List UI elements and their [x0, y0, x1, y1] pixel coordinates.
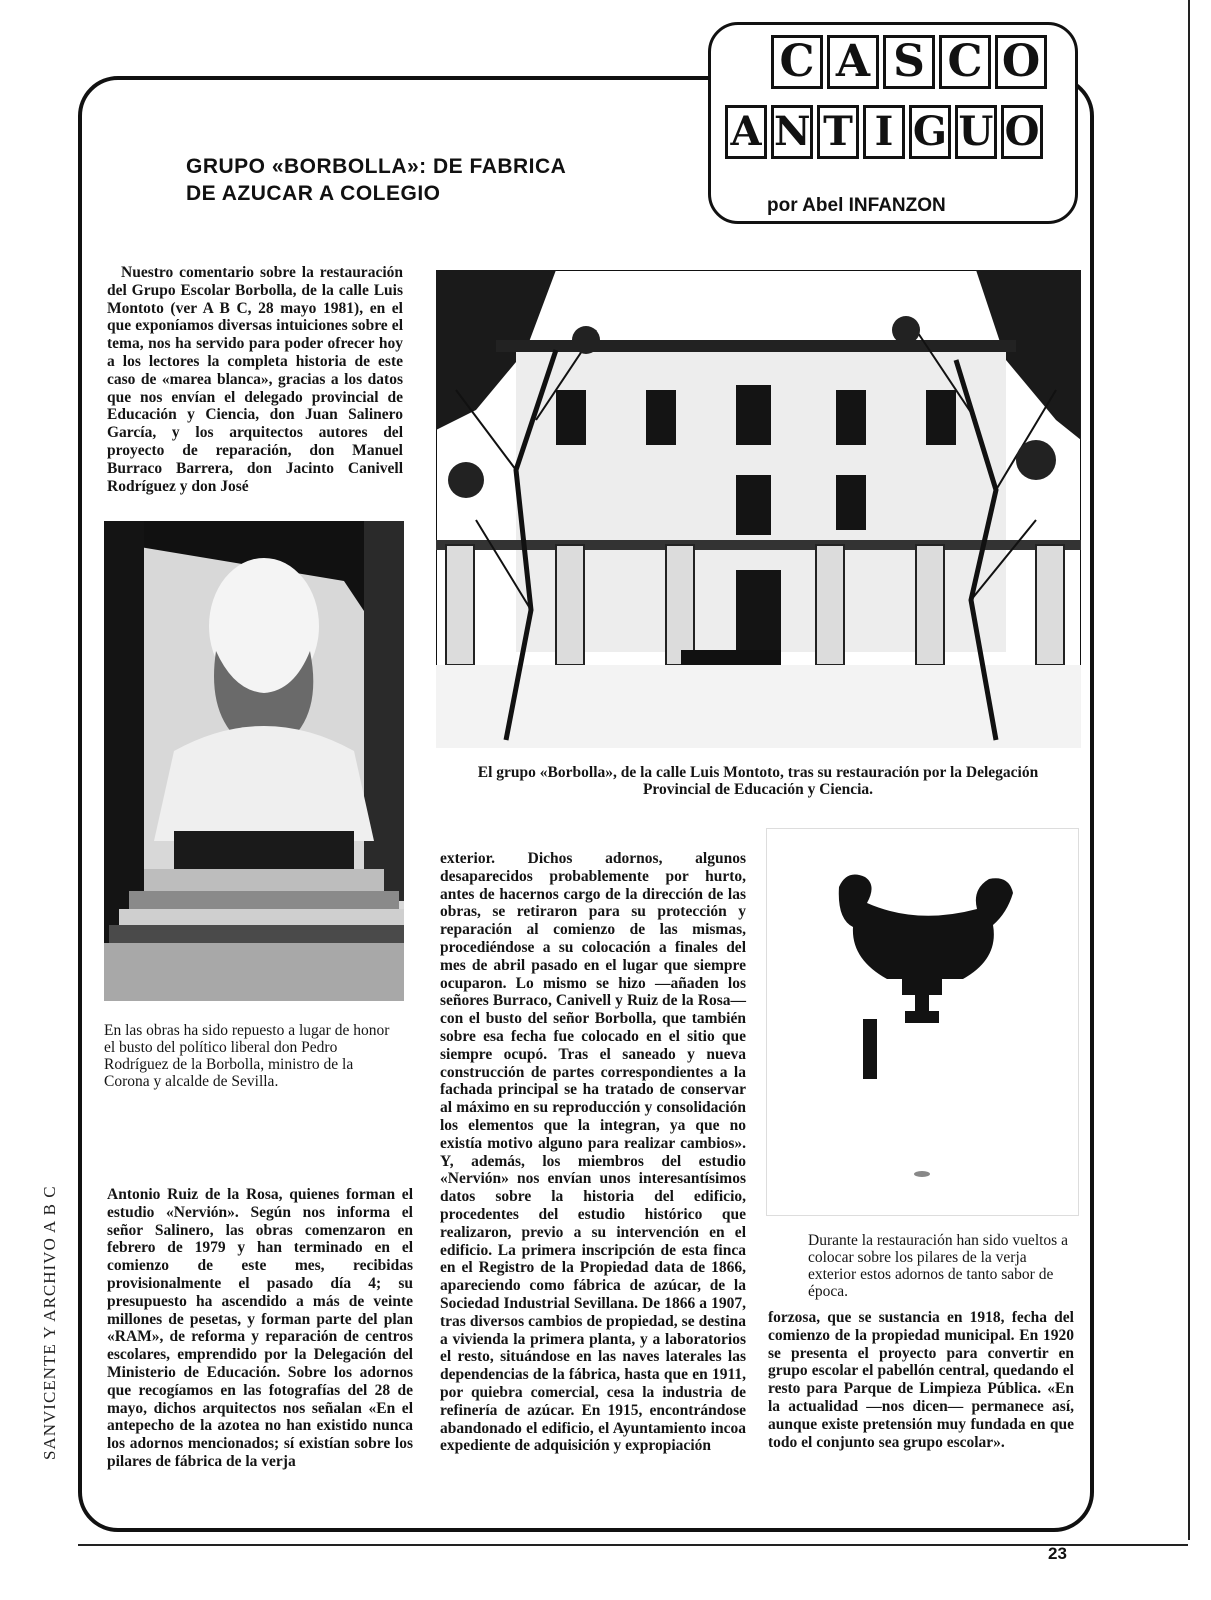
byline: por Abel INFANZON [767, 195, 946, 216]
section-title-letter: N [771, 105, 813, 159]
section-title-letter: G [909, 105, 951, 159]
bust-caption: En las obras ha sido repuesto a lugar de honor el busto del político liberal don Pedro Rodríguez de la Borbolla, ministro de la Corona y alcalde de Sevilla. [104, 1022, 390, 1090]
bust-photo [104, 521, 404, 1001]
section-title-letter: S [883, 35, 935, 89]
page-number: 23 [1048, 1544, 1067, 1563]
section-title-letter: O [1001, 105, 1043, 159]
column3-text [768, 1309, 1074, 1451]
column1-top-text [107, 264, 403, 495]
column3-paragraph: forzosa, que se sustancia en 1918, fecha del comienzo de la propiedad municipal. En 1920 se presenta el proyecto para convertir en grupo escolar el pabellón central, quedando el resto para Parque de Limpieza Pública. «En la actualidad —nos dicen— permanece así, aunque existe pretensión muy fundada en que todo el conjunto sea grupo escolar». [768, 1309, 1074, 1451]
building-photo [436, 270, 1081, 748]
section-title-letter: C [771, 35, 823, 89]
section-title-badge [708, 22, 1078, 224]
section-title-letter: T [817, 105, 859, 159]
urn-photo [766, 828, 1079, 1216]
column1-bottom-paragraph: Antonio Ruiz de la Rosa, quienes forman el estudio «Nervión». Según nos informa el señor Salinero, las obras comenzaron en febrero de 1979 y han terminado en el comienzo de este mes, recibidas provisionalmente el pasado día 4; su presupuesto ha ascendido a más de veinte millones de pesetas, y forman parte del plan «RAM», de reforma y reparación de centros escolares, emprendido por la Delegación del Ministerio de Educación. Sobre los adornos que recogíamos en las fotografías del 28 de mayo, dichos arquitectos nos señalan «En el antepecho de la azotea no han existido nunca los adornos mencionados; sí existían sobre los pilares de fábrica de la verja [107, 1186, 413, 1470]
section-title-letter: I [863, 105, 905, 159]
section-title-line1 [771, 35, 1051, 89]
section-title-letter: U [955, 105, 997, 159]
section-title-letter: C [939, 35, 991, 89]
right-edge-rule [1188, 0, 1190, 1540]
building-caption: El grupo «Borbolla», de la calle Luis Montoto, tras su restauración por la Delegación Provincial de Educación y Ciencia. [477, 764, 1039, 798]
headline-line2: DE AZUCAR A COLEGIO [186, 182, 441, 205]
section-title-letter: A [827, 35, 879, 89]
section-title-letter: O [995, 35, 1047, 89]
urn-caption: Durante la restauración han sido vueltos a colocar sobre los pilares de la verja exterior estos adornos de tanto sabor de época. [808, 1232, 1068, 1300]
photo-credit-vertical: SANVICENTE Y ARCHIVO A B C [40, 1185, 59, 1460]
section-title-letter: A [725, 105, 767, 159]
article-headline [186, 153, 606, 207]
headline-line1: GRUPO «BORBOLLA»: DE FABRICA [186, 155, 567, 178]
section-title-line2 [725, 105, 1047, 159]
column2-paragraph: exterior. Dichos adornos, algunos desaparecidos probablemente por hurto, antes de hacernos cargo de la dirección de las obras, se retiraron para su protección y reparación al comienzo de las mismas, procediéndose a su colocación a finales del mes de abril pasado en el lugar que siempre ocuparon. Lo mismo se hizo —añaden los señores Burraco, Canivell y Ruiz de la Rosa— con el busto del señor Borbolla, que también sobre esa fecha fue colocado en el sitio que siempre ocupó. Tras el saneado y nueva construcción de partes correspondientes a la fachada principal se ha tratado de conservar al máximo en su reproducción y consolidación los elementos que la integran, ya que no existía motivo alguno para realizar cambios». Y, además, los miembros del estudio «Nervión» nos envían unos interesantísimos datos sobre la historia del edificio, procedentes del estudio histórico que realizaron, previo a su intervención en el edificio. La primera inscripción de esta finca en el Registro de la Propiedad data de 1866, apareciendo como fábrica de azúcar, de la Sociedad Industrial Sevillana. De 1866 a 1907, tras diversos cambios de propiedad, se destina a vivienda la primera planta, y a laboratorios el resto, situándose en las naves laterales las dependencias de la fábrica, hasta que en 1911, por quiebra comercial, cesa la industria de refinería de azúcar. En 1915, encontrándose abandonado el edificio, el Ayuntamiento incoa expediente de adquisición y expropiación [440, 850, 746, 1455]
column2-text [440, 850, 746, 1455]
bottom-edge-rule [78, 1544, 1188, 1546]
column1-bottom-text [107, 1186, 413, 1471]
column1-top-paragraph: Nuestro comentario sobre la restauración del Grupo Escolar Borbolla, de la calle Luis Montoto (ver A B C, 28 mayo 1981), en el que exponíamos diversas intuiciones sobre el tema, nos ha servido para poder ofrecer hoy a los lectores la completa historia de este caso de «marea blanca», gracias a los datos que nos envían el delegado provincial de Educación y Ciencia, don Juan Salinero García, y los arquitectos autores del proyecto de reparación, don Manuel Burraco Barrera, don Jacinto Canivell Rodríguez y don José [107, 264, 403, 495]
